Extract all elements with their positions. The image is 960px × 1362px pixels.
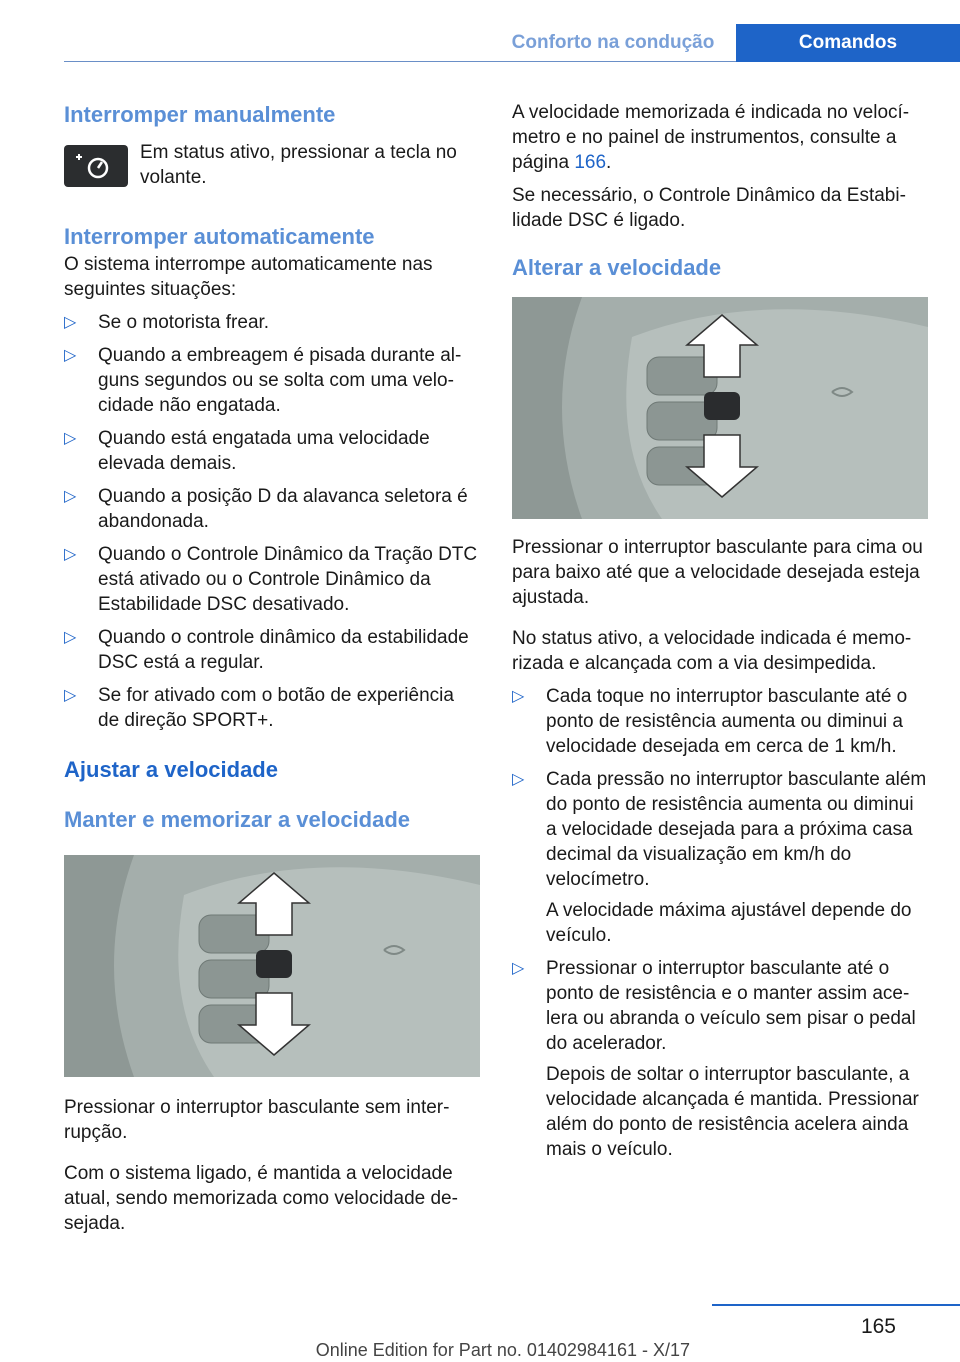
dsc-text: Se necessário, o Controle Dinâmico da Estabilidade DSC é ligado. (512, 185, 906, 231)
list-item: ▷ Quando está engatada uma velocidade elevada demais. (64, 428, 430, 474)
list-item-note: A velocidade máxima ajustável depende do veículo. (546, 900, 912, 946)
page-link[interactable]: 166 (574, 152, 607, 173)
memorized-text: A velocidade memorizada é indicada no velocímetro e no painel de instrumentos, consulte a página 166. (512, 102, 910, 173)
list-item: ▷ Quando o Controle Dinâmico da Tração DTC está ativado ou o Controle Dinâmico da Estabilidade DSC desativado. (64, 544, 478, 615)
list-item: ▷ Quando a posição D da alavanca seletora é abandonada. (64, 486, 468, 532)
heading-ajustar: Ajustar a velocidade (64, 757, 278, 782)
heading-interromper-manual: Interromper manualmente (64, 102, 336, 127)
manual-row (64, 140, 480, 190)
system-on-text: Com o sistema ligado, é mantida a velocidade atual, sendo memorizada como velocidade desejada. (64, 1163, 458, 1234)
triangle-bullet-icon: ▷ (64, 546, 77, 563)
right-column (512, 100, 928, 1162)
auto-list (64, 310, 480, 733)
auto-intro: O sistema interrompe automaticamente nas seguintes situações: (64, 254, 433, 300)
list-item: ▷ Cada toque no interruptor basculante até o ponto de resistência aumenta ou diminui a velocidade desejada em cerca de 1 km/h. (512, 686, 908, 757)
list-item: ▷ Quando a embreagem é pisada durante alguns segundos ou se solta com uma velocidade não engatada. (64, 345, 462, 416)
heading-manter: Manter e memorizar a velocidade (64, 807, 411, 832)
steering-button-icon (64, 145, 128, 187)
triangle-bullet-icon: ▷ (512, 771, 525, 788)
header-section-tab[interactable]: Conforto na condução (490, 24, 736, 61)
status-text: No status ativo, a velocidade indicada é memorizada e alcançada com a via desimpedida. (512, 628, 912, 674)
footer-rule (712, 1304, 960, 1306)
list-item: ▷ Pressionar o interruptor basculante até o ponto de resistência e o manter assim acelera ou abranda o veículo sem pisar o pedal do acelerador. Depois de soltar o interruptor basculante, a velocidade alcançada é mantida. Pressionar além do ponto de resistência acelera ainda mais o veículo. (512, 956, 928, 1162)
list-item: ▷ Cada pressão no interruptor basculante além do ponto de resistência aumenta ou diminui a velocidade desejada para a próxima casa decimal da visualização em km/h do velocímetro. A velocidade máxima ajustável depende do veículo. (512, 769, 927, 946)
triangle-bullet-icon: ▷ (64, 347, 77, 364)
triangle-bullet-icon: ▷ (64, 430, 77, 447)
triangle-bullet-icon: ▷ (512, 688, 525, 705)
left-column (64, 100, 480, 1236)
edition-text: Online Edition for Part no. 01402984161 - X/17 (315, 1340, 690, 1360)
heading-alterar: Alterar a velocidade (512, 255, 722, 280)
triangle-bullet-icon: ▷ (512, 960, 525, 977)
page-number: 165 (860, 1315, 896, 1338)
rocker-text: Pressionar o interruptor basculante para cima ou para baixo até que a velocidade desejada esteja ajustada. (512, 537, 923, 608)
steering-wheel-photo-right (512, 297, 928, 519)
triangle-bullet-icon: ▷ (64, 314, 77, 331)
header-chapter-tab[interactable]: Comandos (736, 24, 960, 62)
list-item: ▷ Se o motorista frear. (64, 312, 270, 333)
triangle-bullet-icon: ▷ (64, 629, 77, 646)
list-item: ▷ Se for ativado com o botão de experiência de direção SPORT+. (64, 685, 454, 731)
list-item: ▷ Quando o controle dinâmico da estabilidade DSC está a regular. (64, 627, 469, 673)
triangle-bullet-icon: ▷ (64, 687, 77, 704)
press-text: Pressionar o interruptor basculante sem interrupção. (64, 1097, 450, 1143)
triangle-bullet-icon: ▷ (64, 488, 77, 505)
heading-interromper-auto: Interromper automaticamente (64, 224, 375, 249)
manual-text: Em status ativo, pressionar a tecla no volante. (140, 142, 457, 188)
change-list (512, 684, 928, 1162)
steering-wheel-photo-left (64, 855, 480, 1077)
list-item-note: Depois de soltar o interruptor basculante, a velocidade alcançada é mantida. Pressionar além do ponto de resistência acelera ainda mais o veículo. (546, 1064, 919, 1160)
